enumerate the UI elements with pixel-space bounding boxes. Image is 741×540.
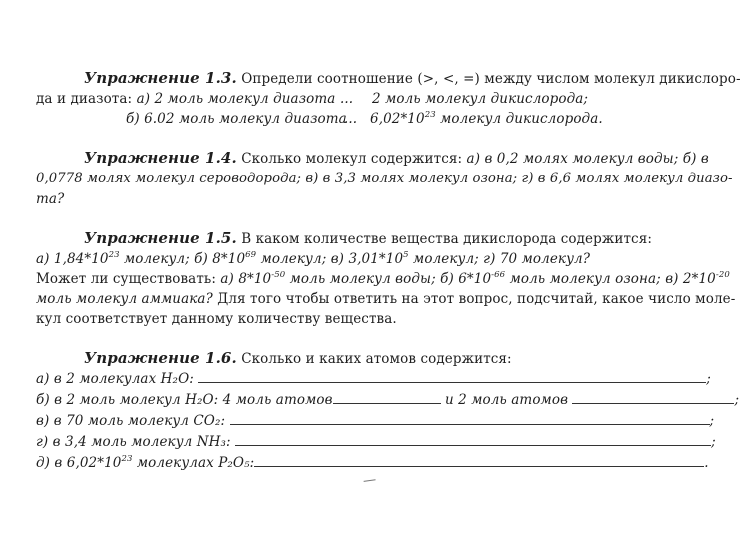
- ex15-line-4: моль молекул аммиака? Для того чтобы ответить на этот вопрос, подсчитай, какое число моле-: [36, 291, 736, 307]
- ex13-text-3c: $6,02*10^{23}$ молекул дикислорода.: [370, 110, 603, 127]
- answer-blank-b1[interactable]: [333, 392, 441, 404]
- ex15-text-1: В каком количестве вещества дикислорода содержится:: [241, 231, 652, 247]
- ex14-line-3: та?: [36, 191, 65, 207]
- ex13-text-1: Определи соотношение (>, <, =) между числом молекул дикислоро-: [241, 71, 741, 87]
- ex13-line-2: [36, 90, 335, 108]
- ex14-text-1b: а) в 0,2 молях молекул воды; б) в: [466, 151, 709, 167]
- ex13-text-2d: 2 моль молекул дикислорода;: [372, 91, 589, 107]
- ex14-line-1: [84, 149, 709, 168]
- ex16-title: Упражнение 1.6.: [84, 349, 237, 367]
- ex16-item-a: а) в 2 молекулах H₂O: ;: [36, 371, 711, 387]
- ex16-item-c: в) в 70 моль молекул CO₂: ;: [36, 413, 715, 429]
- ex13-text-2b: а) 2 моль молекул диазота: [136, 91, 336, 107]
- ex15-line-5: кул соответствует данному количеству вещества.: [36, 311, 397, 327]
- ex16-item-e: д) в $6,02*10^{23}$ молекулах P₂O₅: .: [36, 454, 709, 471]
- ex16-line-1: [84, 349, 512, 368]
- ex14-title: Упражнение 1.4.: [84, 149, 237, 167]
- ex14-line-2: 0,0778 молях молекул сероводорода; в) в 3,3 молях молекул озона; г) в 6,6 молях молекул диазо-: [36, 171, 733, 186]
- answer-blank-a[interactable]: [198, 371, 706, 383]
- answer-blank-e[interactable]: [254, 455, 704, 467]
- ex13-text-3a: б) 6.02 моль молекул диазота: [126, 111, 347, 127]
- ex13-ellipsis-1: ...: [340, 91, 354, 107]
- ex16-item-b: б) в 2 моль молекул H₂O: 4 моль атомов и 2 моль атомов ;: [36, 392, 740, 408]
- answer-blank-c[interactable]: [230, 413, 710, 425]
- page-number-mark: [364, 479, 377, 488]
- ex15-line-2: а) $1,84*10^{23}$ молекул; б) $8*10^{69}$ молекул; в) $3,01*10^5$ молекул; г) 70 молекул?: [36, 250, 591, 267]
- ex16-item-d: г) в 3,4 моль молекул NH₃: ;: [36, 434, 716, 450]
- ex15-line-3: Может ли существовать: а) $8*10^{-50}$ моль молекул воды; б) $6*10^{-66}$ моль молекул озона; в) $2*10^{-20}$: [36, 270, 730, 287]
- ex16-text-1: Сколько и каких атомов содержится:: [241, 351, 512, 367]
- answer-blank-d[interactable]: [235, 434, 711, 446]
- ex15-title: Упражнение 1.5.: [84, 229, 237, 247]
- ex13-ellipsis-2: ...: [344, 111, 358, 127]
- ex13-title: Упражнение 1.3.: [84, 69, 237, 87]
- ex13-text-2a: да и диазота:: [36, 91, 137, 107]
- ex15-line-1: [84, 229, 652, 248]
- answer-blank-b2[interactable]: [572, 392, 734, 404]
- ex14-text-1a: Сколько молекул содержится:: [241, 151, 467, 167]
- ex13-line-1: [84, 69, 741, 88]
